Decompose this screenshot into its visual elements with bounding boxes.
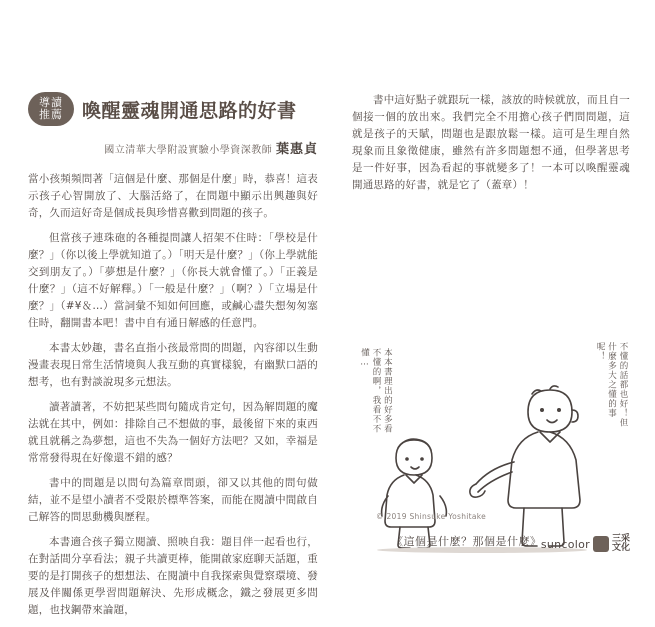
publisher-name-cn-line1: 三采	[611, 534, 630, 544]
copyright-text: © 2019 Shinsuke Yoshitake	[376, 512, 487, 521]
logo-mark-icon	[593, 536, 609, 552]
paragraph: 讀著讀著，不妨把某些問句隨成肯定句，因為解問題的魔法就在其中，例如：排除自己不想做的事，最後留下來的東西就且就稱之為夢想，這也不失為一個好方法吧？又如，幸福是常常發得現在好像還不錯的感？	[28, 401, 318, 464]
byline-author: 葉惠貞	[275, 142, 318, 157]
right-column	[352, 92, 630, 202]
paragraph: 但當孩子連珠砲的各種提問讓人招架不住時：「學校是什麼？」（你以後上學就知道了。）「明天是什麼？」（你上學就能交到朋友了。）「夢想是什麼？」（你長大就會懂了。）「正義是什麼？」（這不好解釋。）「一般是什麼？」（啊？）「立場是什麼？」（#¥＆…）當詞彙不知如何回應，或鹹心盡失想匆匆塞住時，翻開書本吧！書中自有通日解感的任意門。	[28, 232, 318, 329]
speech-bubble-right: 不懂的話都也好！但什麼多大之懂的事呢！	[595, 342, 628, 428]
book-title-caption: 《這個是什麼？那個是什麼》	[392, 535, 542, 548]
paragraph: 書中這好點子就跟玩一樣，該放的時候就放，而且自一個接一個的放出來。我們完全不用擔心孩子們問問題，這就是孩子的天賦，問題也是跟放鬆一樣。這可是生理自然現象而且象徵健康，雖然有許多問題想不通，但學著思考是一件好事，因為看起的事就變多了！一本可以喚醒靈魂開通思路的好書，就是它了（蓋章）！	[352, 94, 630, 191]
paragraph: 本書適合孩子獨立閱讀、照映自我：題目伴一起看也行，在對話間分享看法；親子共讀更棒，能開啟家庭聊天話題，重要的是打開孩子的想想法、在閱讀中自我探索與覺察環境、發展及伴關係更學習問題解決、先形成概念，鐵之發展更多問題，也找鋼帶來論題，	[28, 536, 318, 616]
publisher-name-cn	[612, 535, 630, 553]
paragraph: 書中的問題是以問句為篇章問頭，卻又以其他的問句做結，並不是望小讀者不受限於標準答案，而能在閱讀中間啟自己解答的問思動機與歷程。	[28, 477, 318, 523]
guide-recommend-badge	[28, 92, 74, 126]
illustration-area	[352, 340, 632, 555]
page-title: 喚醒靈魂開通思路的好書	[82, 99, 297, 122]
paragraph: 當小孩頻頻問著「這個是什麼、那個是什麼」時，恭喜！這表示孩子心智開放了、大腦活絡了，在問題中顯示出興趣與好奇，久而這好奇是個成長與珍惜喜歡到問題的孩子。	[28, 173, 318, 219]
publisher-logo	[541, 535, 630, 553]
publisher-name-cn-line2: 文化	[611, 543, 630, 553]
publisher-name-en: suncolor	[540, 537, 590, 551]
speech-bubble-left: 本本書理出的好多看不懂的啊，我看不不懂…	[359, 348, 393, 434]
headline-row	[28, 92, 318, 126]
byline	[28, 138, 318, 157]
badge-line-2: 推薦	[39, 108, 63, 121]
byline-affiliation: 國立清華大學附設實驗小學資深教師	[104, 145, 273, 156]
left-column	[28, 92, 318, 627]
badge-line-1: 導讀	[39, 96, 63, 110]
father-and-child-illustration	[352, 340, 632, 555]
paragraph: 本書太妙趣，書名直指小孩最常問的問題，內容卻以生動漫畫表現日常生活情境與人我互動的真實樣貌，有幽默口語的想考，也有對談說現多元想法。	[28, 342, 318, 388]
